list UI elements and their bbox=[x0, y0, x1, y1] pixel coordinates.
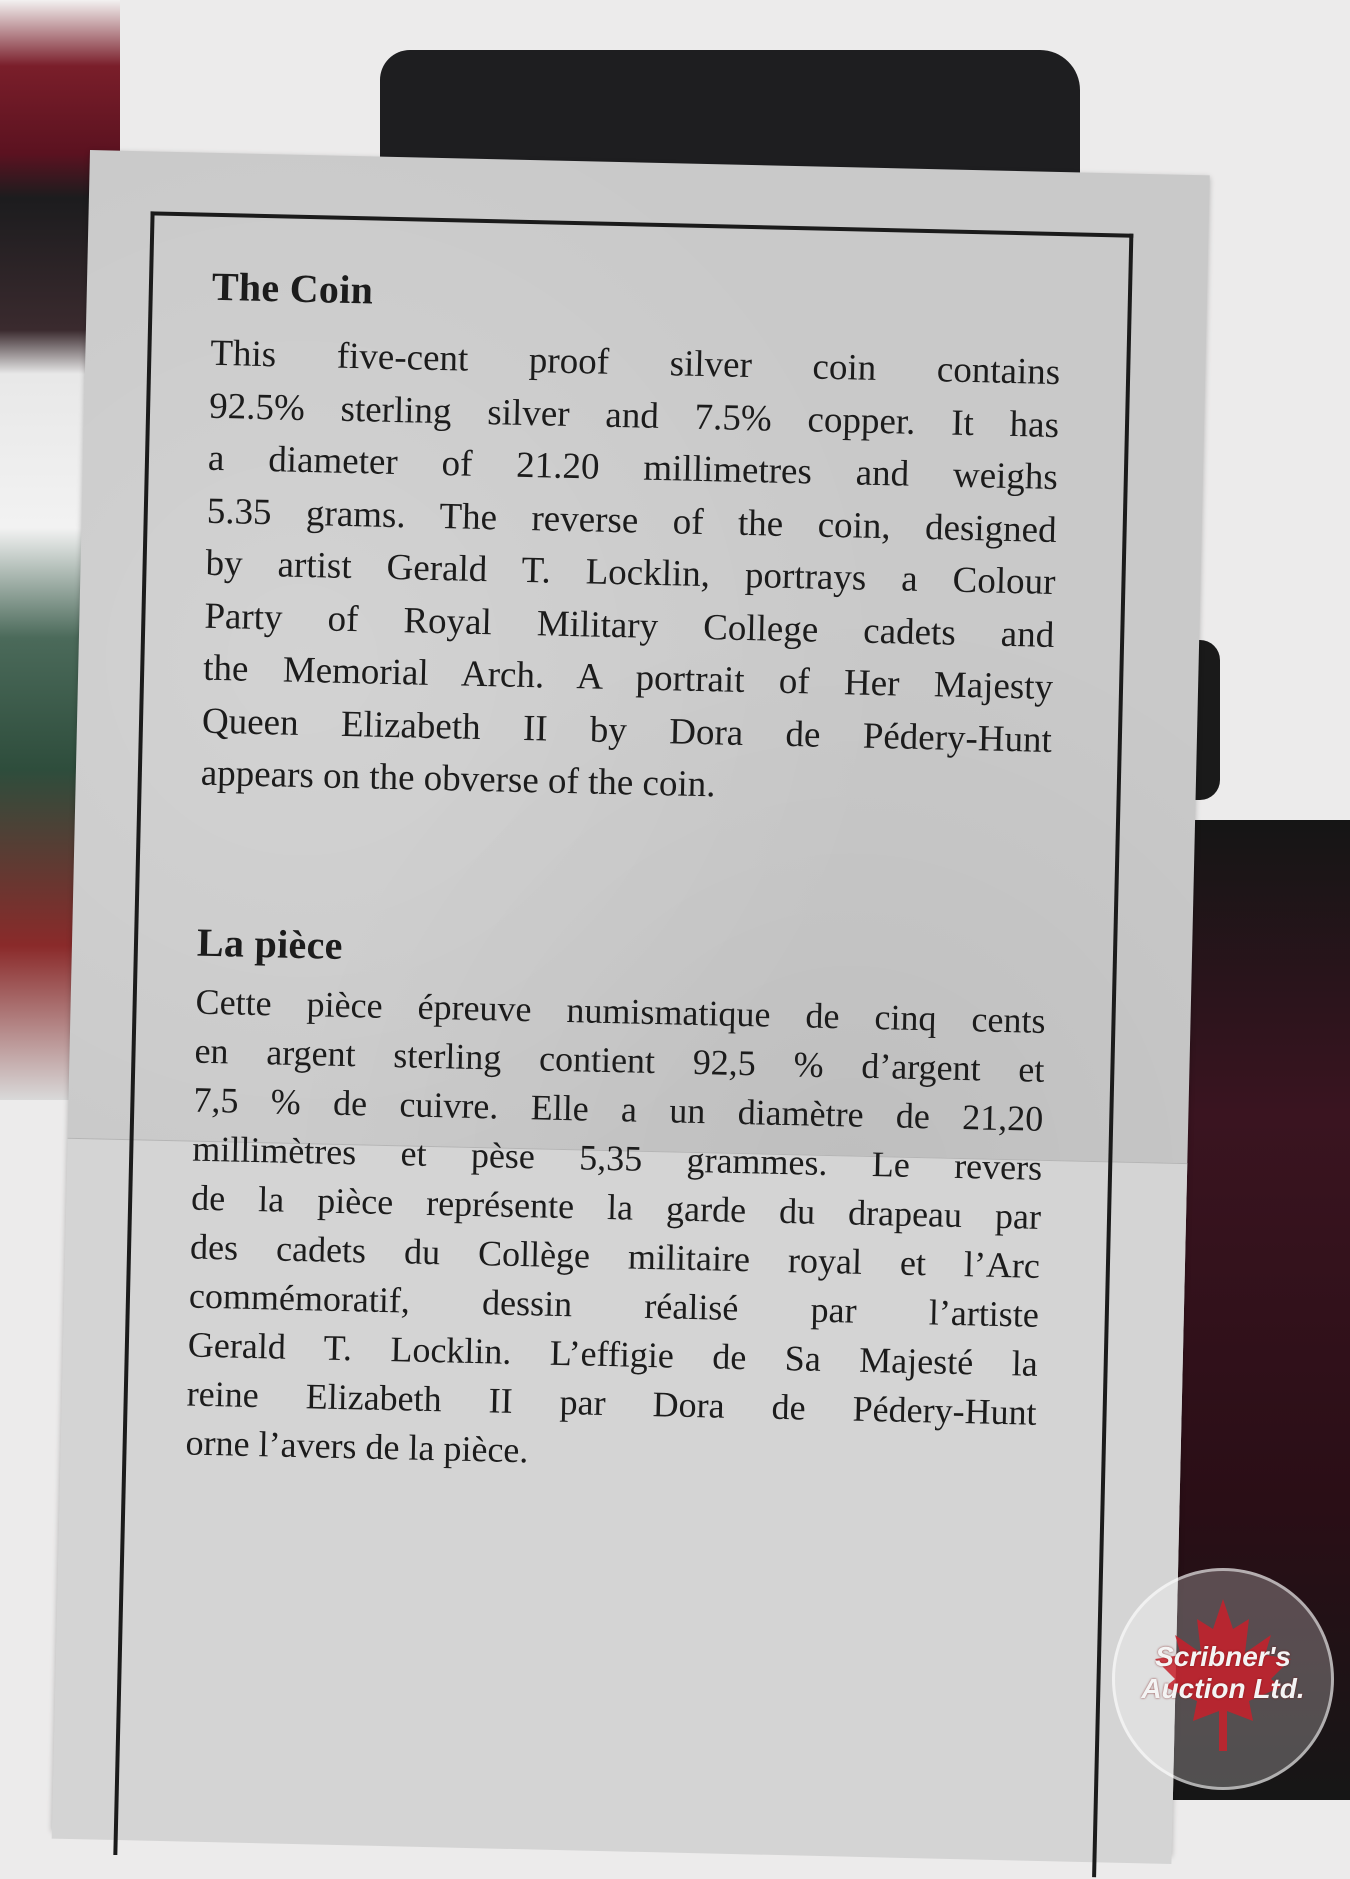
text-line: 92.5% sterling silver and 7.5% copper. It has bbox=[208, 385, 1060, 446]
french-heading: La pièce bbox=[196, 919, 344, 968]
text-line: the Memorial Arch. A portrait of Her Majesty bbox=[202, 647, 1054, 708]
certificate-paper bbox=[52, 150, 1210, 1855]
text-line: commémoratif, dessin réalisé par l’artiste bbox=[188, 1275, 1040, 1335]
text-line: Party of Royal Military College cadets and bbox=[203, 595, 1055, 656]
english-heading: The Coin bbox=[211, 263, 374, 313]
certificate-content bbox=[185, 263, 1062, 1486]
text-line: millimètres et pèse 5,35 grammes. Le revers bbox=[191, 1128, 1043, 1188]
text-line: by artist Gerald T. Locklin, portrays a Colour bbox=[205, 542, 1056, 604]
french-paragraph bbox=[185, 977, 1046, 1486]
text-line: appears on the obverse of the coin. bbox=[200, 752, 716, 806]
french-section bbox=[185, 918, 1047, 1486]
text-line: des cadets du Collège militaire royal et l’Arc bbox=[189, 1226, 1041, 1286]
text-line: Queen Elizabeth II by Dora de Pédery-Hunt bbox=[201, 700, 1053, 761]
text-line: 5.35 grams. The reverse of the coin, designed bbox=[206, 490, 1058, 551]
english-section bbox=[200, 263, 1062, 820]
text-line: a diameter of 21.20 millimetres and weighs bbox=[207, 437, 1059, 499]
text-line: orne l’avers de la pièce. bbox=[185, 1422, 529, 1470]
text-line: Cette pièce épreuve numismatique de cinq cents bbox=[195, 981, 1046, 1041]
text-line: This five-cent proof silver coin contains bbox=[209, 332, 1061, 394]
text-line: 7,5 % de cuivre. Elle a un diamètre de 21,20 bbox=[193, 1079, 1044, 1139]
watermark-line2: Auction Ltd. bbox=[1141, 1673, 1305, 1704]
text-line: de la pièce représente la garde du drapeau par bbox=[190, 1177, 1042, 1237]
text-line: Gerald T. Locklin. L’effigie de Sa Majesté la bbox=[187, 1324, 1039, 1384]
text-line: en argent sterling contient 92,5 % d’argent et bbox=[194, 1030, 1045, 1090]
english-paragraph bbox=[200, 328, 1061, 820]
text-line: reine Elizabeth II par Dora de Pédery-Hunt bbox=[186, 1373, 1038, 1433]
auction-watermark-seal bbox=[1112, 1568, 1334, 1790]
watermark-line1: Scribner's bbox=[1155, 1641, 1291, 1672]
